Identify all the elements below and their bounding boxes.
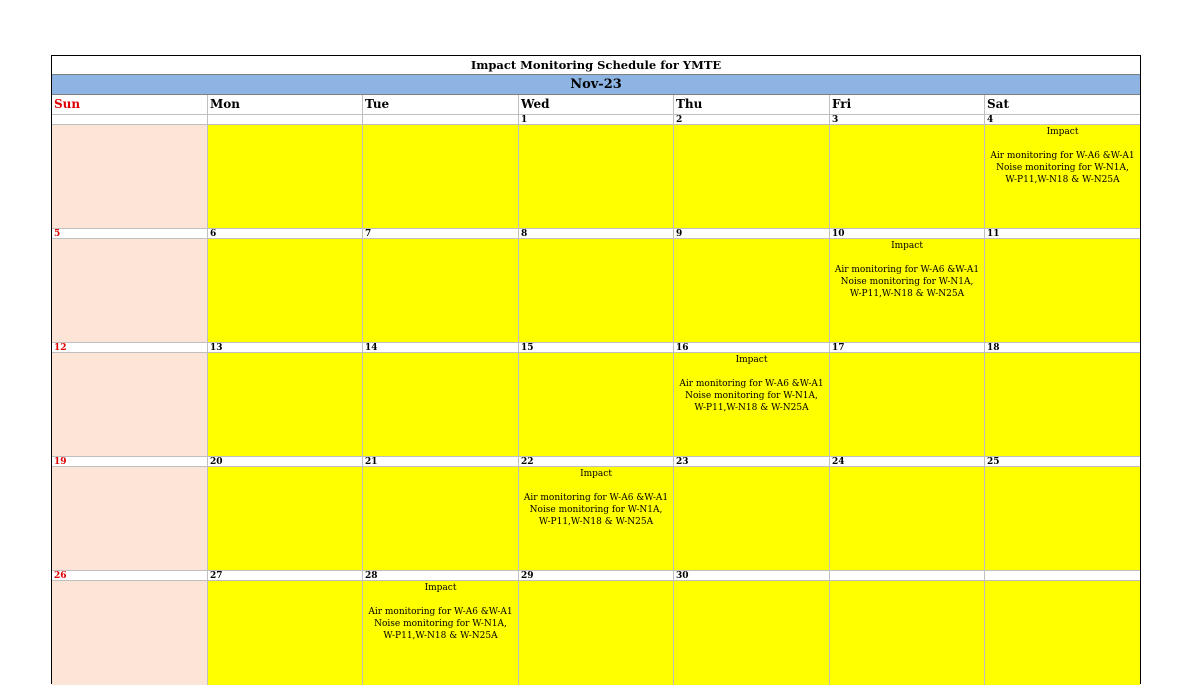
day-cell-sun[interactable] — [52, 125, 208, 229]
date-number-sun: 5 — [52, 229, 208, 239]
date-number-fri: 3 — [830, 115, 985, 125]
weekday-header-row — [52, 95, 1140, 115]
date-number-thu: 2 — [674, 115, 830, 125]
day-cell-thu[interactable] — [674, 353, 830, 457]
date-number-sat: 25 — [985, 457, 1140, 467]
date-number-row — [52, 115, 1140, 125]
day-cell-tue[interactable] — [363, 125, 519, 229]
event-detail-line: Noise monitoring for W-N1A, — [996, 163, 1129, 173]
date-number-tue: 14 — [363, 343, 519, 353]
schedule-title: Impact Monitoring Schedule for YMTE — [52, 56, 1140, 75]
event-title: Impact — [735, 355, 768, 365]
date-number-sun: 19 — [52, 457, 208, 467]
event-spacer — [674, 366, 829, 378]
day-cell-wed[interactable] — [519, 467, 674, 571]
event-detail-line: Air monitoring for W-A6 &W-A1 — [834, 265, 980, 275]
event-detail-line: Noise monitoring for W-N1A, — [685, 391, 818, 401]
event-detail-line: W-P11,W-N18 & W-N25A — [538, 517, 654, 527]
event-detail-line: W-P11,W-N18 & W-N25A — [694, 403, 809, 413]
event-detail-line: W-P11,W-N18 & W-N25A — [383, 631, 498, 641]
event-title: Impact — [424, 583, 457, 593]
day-cell-wed[interactable] — [519, 239, 674, 343]
month-label: Nov-23 — [52, 75, 1140, 95]
day-cell-mon[interactable] — [208, 467, 363, 571]
calendar-weeks — [52, 115, 1140, 685]
day-cell-fri[interactable] — [830, 467, 985, 571]
date-number-mon: 6 — [208, 229, 363, 239]
event-detail-line: Noise monitoring for W-N1A, — [840, 277, 974, 287]
day-cell-mon[interactable] — [208, 125, 363, 229]
date-number-mon: 13 — [208, 343, 363, 353]
day-cell-wed[interactable] — [519, 125, 674, 229]
day-content-row — [52, 353, 1140, 457]
date-number-thu: 16 — [674, 343, 830, 353]
day-header-wed: Wed — [519, 95, 674, 115]
event-title: Impact — [1046, 127, 1079, 137]
day-cell-mon[interactable] — [208, 239, 363, 343]
day-cell-wed[interactable] — [519, 581, 674, 685]
day-header-sun: Sun — [52, 95, 208, 115]
day-cell-fri[interactable] — [830, 581, 985, 685]
day-content-row — [52, 467, 1140, 571]
date-number-tue — [363, 115, 519, 125]
date-number-thu: 23 — [674, 457, 830, 467]
day-header-sat: Sat — [985, 95, 1140, 115]
day-cell-sun[interactable] — [52, 581, 208, 685]
day-cell-fri[interactable] — [830, 353, 985, 457]
event-detail-line: Air monitoring for W-A6 &W-A1 — [368, 607, 513, 617]
event-detail-line: Air monitoring for W-A6 &W-A1 — [523, 493, 669, 503]
date-number-tue: 7 — [363, 229, 519, 239]
date-number-sat — [985, 571, 1140, 581]
day-content-row — [52, 581, 1140, 685]
day-cell-mon[interactable] — [208, 581, 363, 685]
day-cell-thu[interactable] — [674, 239, 830, 343]
day-cell-thu[interactable] — [674, 467, 830, 571]
date-number-fri: 24 — [830, 457, 985, 467]
day-cell-sun[interactable] — [52, 239, 208, 343]
day-cell-sat[interactable] — [985, 467, 1140, 571]
date-number-row — [52, 343, 1140, 353]
day-cell-tue[interactable] — [363, 581, 519, 685]
date-number-row — [52, 457, 1140, 467]
date-number-wed: 29 — [519, 571, 674, 581]
date-number-row — [52, 229, 1140, 239]
event-spacer — [830, 252, 984, 264]
date-number-row — [52, 571, 1140, 581]
date-number-thu: 30 — [674, 571, 830, 581]
date-number-mon: 20 — [208, 457, 363, 467]
day-content-row — [52, 239, 1140, 343]
date-number-sat: 18 — [985, 343, 1140, 353]
day-cell-mon[interactable] — [208, 353, 363, 457]
day-cell-sat[interactable] — [985, 353, 1140, 457]
event-detail-line: Air monitoring for W-A6 &W-A1 — [679, 379, 824, 389]
day-cell-tue[interactable] — [363, 353, 519, 457]
day-cell-tue[interactable] — [363, 239, 519, 343]
date-number-fri: 17 — [830, 343, 985, 353]
date-number-wed: 8 — [519, 229, 674, 239]
day-cell-sat[interactable] — [985, 581, 1140, 685]
event-detail-line: W-P11,W-N18 & W-N25A — [849, 289, 965, 299]
date-number-mon: 27 — [208, 571, 363, 581]
date-number-sun — [52, 115, 208, 125]
date-number-tue: 21 — [363, 457, 519, 467]
day-cell-fri[interactable] — [830, 239, 985, 343]
date-number-tue: 28 — [363, 571, 519, 581]
date-number-wed: 1 — [519, 115, 674, 125]
date-number-sat: 11 — [985, 229, 1140, 239]
day-cell-sat[interactable] — [985, 125, 1140, 229]
day-cell-thu[interactable] — [674, 125, 830, 229]
day-cell-fri[interactable] — [830, 125, 985, 229]
event-detail-line: Air monitoring for W-A6 &W-A1 — [990, 151, 1135, 161]
date-number-thu: 9 — [674, 229, 830, 239]
day-cell-wed[interactable] — [519, 353, 674, 457]
event-detail-line: W-P11,W-N18 & W-N25A — [1005, 175, 1120, 185]
event-spacer — [985, 138, 1140, 150]
event-title: Impact — [580, 469, 612, 479]
day-content-row — [52, 125, 1140, 229]
calendar-sheet — [51, 55, 1141, 684]
date-number-fri: 10 — [830, 229, 985, 239]
event-detail-line: Noise monitoring for W-N1A, — [374, 619, 507, 629]
day-cell-sun[interactable] — [52, 353, 208, 457]
day-cell-tue[interactable] — [363, 467, 519, 571]
event-title: Impact — [891, 241, 923, 251]
day-header-mon: Mon — [208, 95, 363, 115]
date-number-sat: 4 — [985, 115, 1140, 125]
date-number-fri — [830, 571, 985, 581]
date-number-sun: 26 — [52, 571, 208, 581]
day-cell-thu[interactable] — [674, 581, 830, 685]
day-cell-sat[interactable] — [985, 239, 1140, 343]
date-number-wed: 15 — [519, 343, 674, 353]
event-detail-line: Noise monitoring for W-N1A, — [529, 505, 663, 515]
day-header-fri: Fri — [830, 95, 985, 115]
event-spacer — [363, 594, 518, 606]
event-spacer — [519, 480, 673, 492]
day-header-tue: Tue — [363, 95, 519, 115]
date-number-wed: 22 — [519, 457, 674, 467]
date-number-sun: 12 — [52, 343, 208, 353]
day-cell-sun[interactable] — [52, 467, 208, 571]
day-header-thu: Thu — [674, 95, 830, 115]
date-number-mon — [208, 115, 363, 125]
